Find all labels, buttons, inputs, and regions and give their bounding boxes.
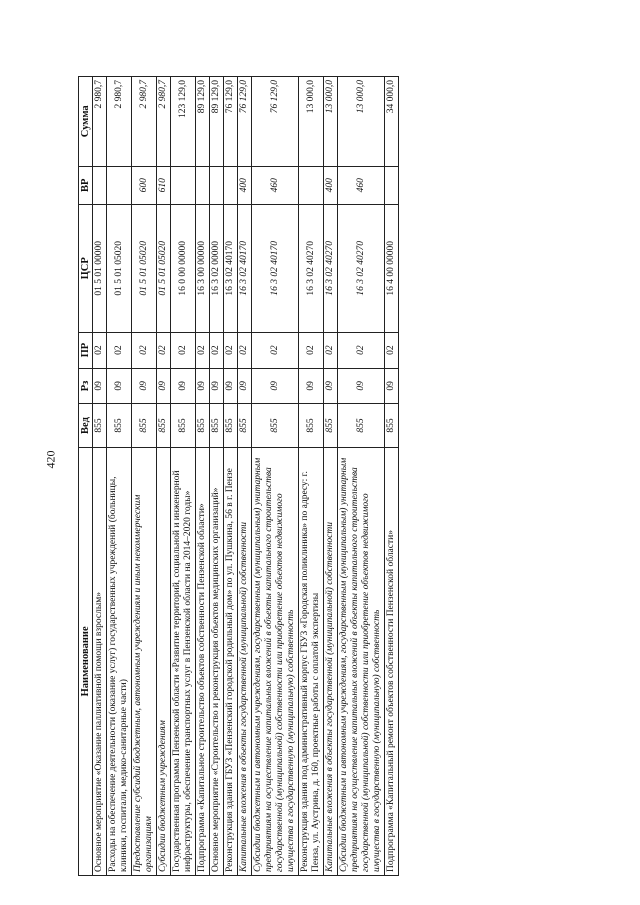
cell-csr: 16 3 02 40170 (224, 204, 238, 332)
table-body (93, 77, 399, 876)
table-row (132, 77, 157, 876)
table-row (171, 77, 196, 876)
cell-ved: 855 (157, 404, 171, 447)
cell-pr: 02 (385, 332, 399, 368)
cell-name: Предоставление субсидий бюджетным, автономным учреждениям и иным некоммерческим организациям (132, 447, 157, 875)
cell-name: Субсидии бюджетным и автономным учреждениям, государственным (муниципальным) унитарным предприятиям на осуществление капитальных вложений в объекты капитального строительства государственной (муниципальной) собственности или приобретение объектов недвижимого имущества в государственную (муниципальную) собственность (252, 447, 299, 875)
cell-rz: 09 (252, 368, 299, 404)
cell-ved: 855 (338, 404, 385, 447)
table-row (238, 77, 252, 876)
cell-ved: 855 (299, 404, 324, 447)
cell-name: Основное мероприятие «Оказание паллиативной помощи взрослым» (93, 447, 107, 875)
table-row (93, 77, 107, 876)
cell-vr: 400 (238, 166, 252, 204)
cell-ved: 855 (196, 404, 210, 447)
cell-sum: 34 000,0 (385, 77, 399, 167)
cell-vr (171, 166, 196, 204)
cell-ved: 855 (224, 404, 238, 447)
cell-pr: 02 (224, 332, 238, 368)
cell-name: Реконструкция здания под административный корпус ГБУЗ «Городская поликлиника» по адресу: г. Пенза, ул. Аустрина, д. 160, проектные работы с оплатой экспертизы (299, 447, 324, 875)
cell-pr: 02 (252, 332, 299, 368)
cell-rz: 09 (238, 368, 252, 404)
table-row (338, 77, 385, 876)
cell-csr: 16 0 00 00000 (171, 204, 196, 332)
cell-rz: 09 (107, 368, 132, 404)
cell-sum: 2 980,7 (132, 77, 157, 167)
cell-csr: 16 3 02 40270 (299, 204, 324, 332)
cell-pr: 02 (210, 332, 224, 368)
cell-rz: 09 (210, 368, 224, 404)
cell-pr: 02 (299, 332, 324, 368)
cell-name: Капитальные вложения в объекты государственной (муниципальной) собственности (238, 447, 252, 875)
cell-rz: 09 (196, 368, 210, 404)
header-rz: Рз (79, 368, 93, 404)
cell-sum: 2 980,7 (157, 77, 171, 167)
table-row (385, 77, 399, 876)
table-row (299, 77, 324, 876)
cell-pr: 02 (338, 332, 385, 368)
cell-rz: 09 (299, 368, 324, 404)
cell-sum: 123 129,0 (171, 77, 196, 167)
cell-ved: 855 (210, 404, 224, 447)
cell-pr: 02 (171, 332, 196, 368)
cell-sum: 76 129,0 (238, 77, 252, 167)
cell-sum: 13 000,0 (299, 77, 324, 167)
cell-name: Основное мероприятие «Строительство и реконструкция объектов медицинских организаций» (210, 447, 224, 875)
cell-pr: 02 (132, 332, 157, 368)
table-row (252, 77, 299, 876)
cell-csr: 16 3 02 40170 (238, 204, 252, 332)
cell-vr (93, 166, 107, 204)
header-name: Наименование (79, 447, 93, 875)
cell-pr: 02 (157, 332, 171, 368)
cell-csr: 01 5 01 05020 (157, 204, 171, 332)
table-row (324, 77, 338, 876)
cell-csr: 01 5 01 05020 (107, 204, 132, 332)
cell-ved: 855 (132, 404, 157, 447)
cell-rz: 09 (224, 368, 238, 404)
cell-sum: 89 129,0 (210, 77, 224, 167)
cell-sum: 89 129,0 (196, 77, 210, 167)
cell-sum: 13 000,0 (338, 77, 385, 167)
cell-rz: 09 (171, 368, 196, 404)
cell-name: Капитальные вложения в объекты государственной (муниципальной) собственности (324, 447, 338, 875)
cell-vr (210, 166, 224, 204)
cell-pr: 02 (93, 332, 107, 368)
cell-pr: 02 (238, 332, 252, 368)
header-pr: ПР (79, 332, 93, 368)
cell-vr: 460 (338, 166, 385, 204)
cell-csr: 16 3 02 40170 (252, 204, 299, 332)
cell-name: Субсидии бюджетным учреждениям (157, 447, 171, 875)
cell-sum: 13 000,0 (324, 77, 338, 167)
cell-pr: 02 (196, 332, 210, 368)
cell-rz: 09 (338, 368, 385, 404)
cell-ved: 855 (171, 404, 196, 447)
cell-vr: 460 (252, 166, 299, 204)
cell-vr: 400 (324, 166, 338, 204)
table-header-row (79, 77, 93, 876)
cell-vr (299, 166, 324, 204)
cell-sum: 76 129,0 (252, 77, 299, 167)
cell-ved: 855 (107, 404, 132, 447)
cell-rz: 09 (157, 368, 171, 404)
cell-rz: 09 (385, 368, 399, 404)
cell-ved: 855 (252, 404, 299, 447)
cell-vr (196, 166, 210, 204)
table-row (224, 77, 238, 876)
table-row (157, 77, 171, 876)
rotated-page-content (78, 36, 538, 876)
cell-csr: 16 4 00 00000 (385, 204, 399, 332)
budget-table (78, 76, 399, 876)
cell-ved: 855 (93, 404, 107, 447)
cell-sum: 2 980,7 (107, 77, 132, 167)
cell-vr (224, 166, 238, 204)
header-vr: ВР (79, 166, 93, 204)
cell-csr: 16 3 00 00000 (196, 204, 210, 332)
cell-name: Расходы на обеспечение деятельности (оказание услуг) государственных учреждений (больницы, клиники, госпитали, медико-санитарные части) (107, 447, 132, 875)
header-sum: Сумма (79, 77, 93, 167)
cell-sum: 2 980,7 (93, 77, 107, 167)
cell-ved: 855 (238, 404, 252, 447)
cell-csr: 01 5 01 00000 (93, 204, 107, 332)
cell-vr: 610 (157, 166, 171, 204)
header-csr: ЦСР (79, 204, 93, 332)
cell-rz: 09 (93, 368, 107, 404)
cell-name: Подпрограмма «Капитальный ремонт объектов собственности Пензенской области» (385, 447, 399, 875)
cell-name: Подпрограмма «Капитальное строительство объектов собственности Пензенской области» (196, 447, 210, 875)
cell-vr: 600 (132, 166, 157, 204)
cell-csr: 16 3 02 00000 (210, 204, 224, 332)
cell-csr: 01 5 01 05020 (132, 204, 157, 332)
table-row (196, 77, 210, 876)
cell-ved: 855 (324, 404, 338, 447)
header-ved: Вед (79, 404, 93, 447)
page-number: 420 (43, 450, 58, 469)
cell-rz: 09 (324, 368, 338, 404)
cell-name: Государственная программа Пензенской области «Развитие территорий, социальной и инженерной инфраструктуры, обеспечение транспортных услуг в Пензенской области на 2014–2020 годы» (171, 447, 196, 875)
cell-name: Реконструкция здания ГБУЗ «Пензенский городской родильный дом» по ул. Пушкина, 56 в г. Пензе (224, 447, 238, 875)
cell-csr: 16 3 02 40270 (324, 204, 338, 332)
cell-vr (107, 166, 132, 204)
cell-pr: 02 (324, 332, 338, 368)
cell-rz: 09 (132, 368, 157, 404)
table-row (210, 77, 224, 876)
cell-ved: 855 (385, 404, 399, 447)
cell-vr (385, 166, 399, 204)
cell-sum: 76 129,0 (224, 77, 238, 167)
cell-pr: 02 (107, 332, 132, 368)
cell-csr: 16 3 02 40270 (338, 204, 385, 332)
cell-name: Субсидии бюджетным и автономным учреждениям, государственным (муниципальным) унитарным предприятиям на осуществление капитальных вложений в объекты капитального строительства государственной (муниципальной) собственности или приобретение объектов недвижимого имущества в государственную (муниципальную) собственность (338, 447, 385, 875)
table-row (107, 77, 132, 876)
